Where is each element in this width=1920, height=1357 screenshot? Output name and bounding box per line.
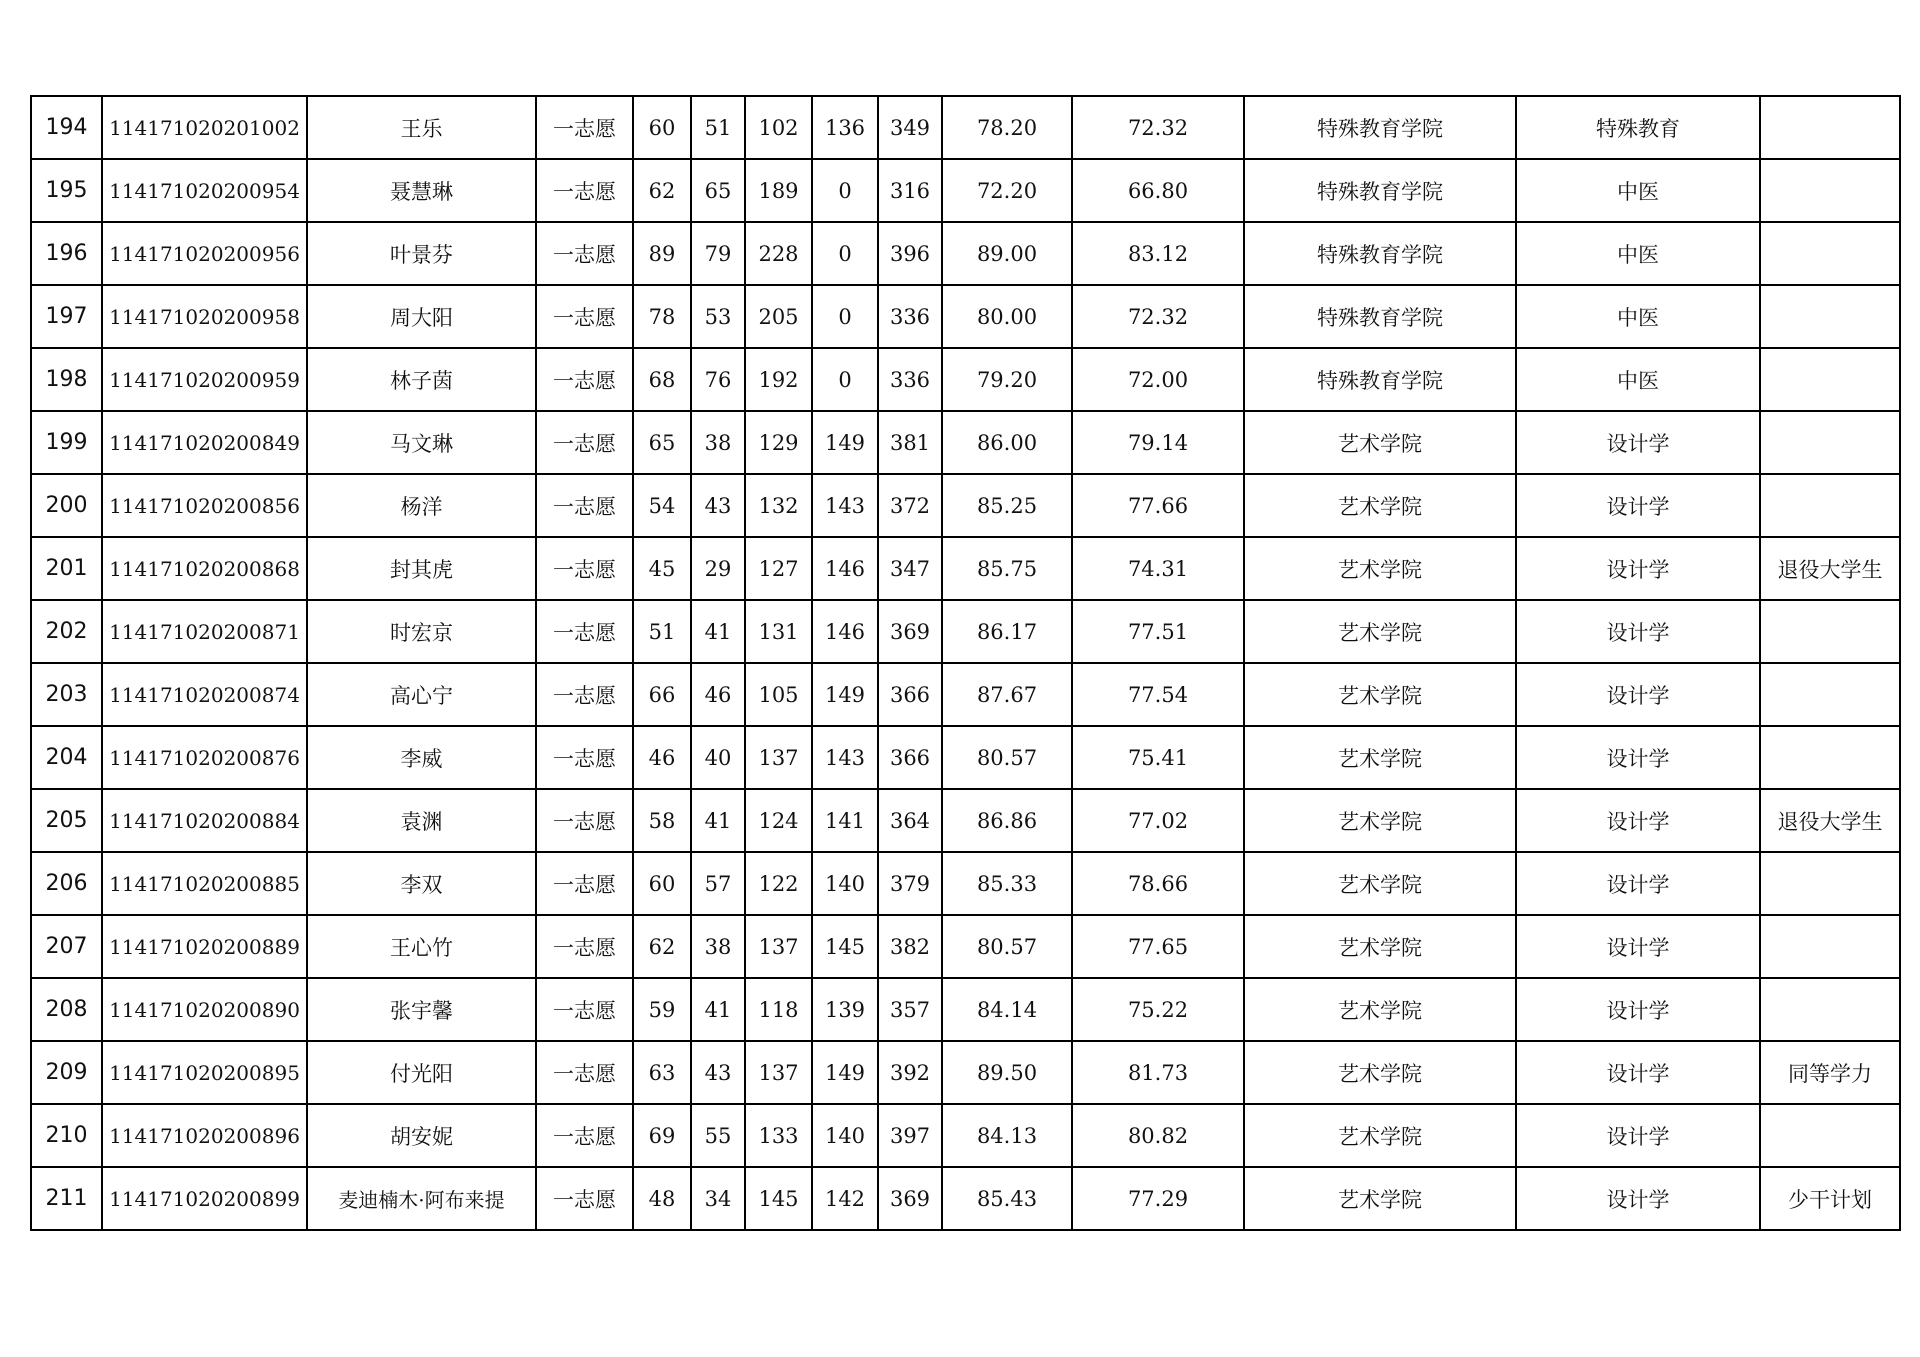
major-cell: 设计学 — [1516, 789, 1760, 852]
score-politics-cell: 48 — [633, 1167, 691, 1230]
score-politics-cell: 59 — [633, 978, 691, 1041]
final-score-cell: 72.32 — [1072, 96, 1244, 159]
major-cell: 中医 — [1516, 222, 1760, 285]
major-cell: 设计学 — [1516, 915, 1760, 978]
candidate-id-cell: 114171020200956 — [102, 222, 307, 285]
volunteer-cell: 一志愿 — [536, 285, 633, 348]
total-score-cell: 347 — [878, 537, 942, 600]
score-politics-cell: 60 — [633, 852, 691, 915]
score-subject-2-cell: 143 — [812, 726, 878, 789]
final-score-cell: 77.51 — [1072, 600, 1244, 663]
note-cell — [1760, 726, 1900, 789]
table-row — [31, 96, 1900, 159]
major-cell: 特殊教育 — [1516, 96, 1760, 159]
score-foreign-language-cell: 38 — [691, 411, 745, 474]
score-subject-2-cell: 136 — [812, 96, 878, 159]
score-foreign-language-cell: 41 — [691, 978, 745, 1041]
score-subject-2-cell: 139 — [812, 978, 878, 1041]
retest-score-cell: 85.25 — [942, 474, 1072, 537]
candidate-id-cell: 114171020200868 — [102, 537, 307, 600]
note-cell: 同等学力 — [1760, 1041, 1900, 1104]
candidate-id-cell: 114171020200959 — [102, 348, 307, 411]
table-row — [31, 474, 1900, 537]
name-cell: 张宇馨 — [307, 978, 536, 1041]
candidate-id-cell: 114171020200884 — [102, 789, 307, 852]
name-cell: 王乐 — [307, 96, 536, 159]
score-foreign-language-cell: 57 — [691, 852, 745, 915]
admission-score-table — [30, 95, 1901, 1231]
name-cell: 叶景芬 — [307, 222, 536, 285]
score-subject-2-cell: 143 — [812, 474, 878, 537]
volunteer-cell: 一志愿 — [536, 663, 633, 726]
serial-number-cell: 200 — [31, 474, 102, 537]
college-cell: 特殊教育学院 — [1244, 285, 1516, 348]
score-subject-2-cell: 0 — [812, 348, 878, 411]
score-politics-cell: 58 — [633, 789, 691, 852]
serial-number-cell: 208 — [31, 978, 102, 1041]
score-subject-1-cell: 105 — [745, 663, 812, 726]
final-score-cell: 74.31 — [1072, 537, 1244, 600]
candidate-id-cell: 114171020200896 — [102, 1104, 307, 1167]
college-cell: 艺术学院 — [1244, 1167, 1516, 1230]
score-subject-1-cell: 189 — [745, 159, 812, 222]
note-cell: 退役大学生 — [1760, 537, 1900, 600]
note-cell — [1760, 915, 1900, 978]
total-score-cell: 357 — [878, 978, 942, 1041]
name-cell: 马文琳 — [307, 411, 536, 474]
score-politics-cell: 51 — [633, 600, 691, 663]
name-cell: 王心竹 — [307, 915, 536, 978]
candidate-id-cell: 114171020200856 — [102, 474, 307, 537]
retest-score-cell: 86.86 — [942, 789, 1072, 852]
score-subject-2-cell: 0 — [812, 222, 878, 285]
serial-number-cell: 211 — [31, 1167, 102, 1230]
name-cell: 聂慧琳 — [307, 159, 536, 222]
score-subject-2-cell: 146 — [812, 600, 878, 663]
score-subject-1-cell: 131 — [745, 600, 812, 663]
total-score-cell: 364 — [878, 789, 942, 852]
score-subject-2-cell: 149 — [812, 1041, 878, 1104]
volunteer-cell: 一志愿 — [536, 537, 633, 600]
score-foreign-language-cell: 38 — [691, 915, 745, 978]
final-score-cell: 72.00 — [1072, 348, 1244, 411]
name-cell: 封其虎 — [307, 537, 536, 600]
retest-score-cell: 84.14 — [942, 978, 1072, 1041]
major-cell: 设计学 — [1516, 978, 1760, 1041]
retest-score-cell: 84.13 — [942, 1104, 1072, 1167]
note-cell — [1760, 663, 1900, 726]
name-cell: 周大阳 — [307, 285, 536, 348]
serial-number-cell: 199 — [31, 411, 102, 474]
table-row — [31, 852, 1900, 915]
score-politics-cell: 78 — [633, 285, 691, 348]
retest-score-cell: 86.00 — [942, 411, 1072, 474]
serial-number-cell: 196 — [31, 222, 102, 285]
volunteer-cell: 一志愿 — [536, 1041, 633, 1104]
major-cell: 中医 — [1516, 285, 1760, 348]
name-cell: 胡安妮 — [307, 1104, 536, 1167]
final-score-cell: 81.73 — [1072, 1041, 1244, 1104]
score-subject-2-cell: 141 — [812, 789, 878, 852]
college-cell: 特殊教育学院 — [1244, 348, 1516, 411]
score-subject-2-cell: 0 — [812, 285, 878, 348]
volunteer-cell: 一志愿 — [536, 1167, 633, 1230]
table-row — [31, 285, 1900, 348]
candidate-id-cell: 114171020200890 — [102, 978, 307, 1041]
score-foreign-language-cell: 34 — [691, 1167, 745, 1230]
total-score-cell: 379 — [878, 852, 942, 915]
candidate-id-cell: 114171020200899 — [102, 1167, 307, 1230]
score-subject-1-cell: 137 — [745, 726, 812, 789]
score-subject-1-cell: 127 — [745, 537, 812, 600]
score-subject-2-cell: 140 — [812, 1104, 878, 1167]
college-cell: 特殊教育学院 — [1244, 96, 1516, 159]
name-cell: 麦迪楠木·阿布来提 — [307, 1167, 536, 1230]
final-score-cell: 80.82 — [1072, 1104, 1244, 1167]
college-cell: 艺术学院 — [1244, 915, 1516, 978]
volunteer-cell: 一志愿 — [536, 726, 633, 789]
total-score-cell: 382 — [878, 915, 942, 978]
table-row — [31, 1104, 1900, 1167]
score-politics-cell: 65 — [633, 411, 691, 474]
volunteer-cell: 一志愿 — [536, 222, 633, 285]
serial-number-cell: 205 — [31, 789, 102, 852]
candidate-id-cell: 114171020200889 — [102, 915, 307, 978]
score-subject-1-cell: 133 — [745, 1104, 812, 1167]
final-score-cell: 77.65 — [1072, 915, 1244, 978]
college-cell: 艺术学院 — [1244, 978, 1516, 1041]
name-cell: 袁渊 — [307, 789, 536, 852]
serial-number-cell: 198 — [31, 348, 102, 411]
name-cell: 杨洋 — [307, 474, 536, 537]
volunteer-cell: 一志愿 — [536, 600, 633, 663]
score-politics-cell: 62 — [633, 159, 691, 222]
score-subject-1-cell: 205 — [745, 285, 812, 348]
candidate-id-cell: 114171020200874 — [102, 663, 307, 726]
volunteer-cell: 一志愿 — [536, 96, 633, 159]
major-cell: 中医 — [1516, 348, 1760, 411]
score-subject-2-cell: 149 — [812, 663, 878, 726]
total-score-cell: 336 — [878, 285, 942, 348]
major-cell: 设计学 — [1516, 1041, 1760, 1104]
score-politics-cell: 69 — [633, 1104, 691, 1167]
college-cell: 特殊教育学院 — [1244, 222, 1516, 285]
score-politics-cell: 68 — [633, 348, 691, 411]
table-row — [31, 726, 1900, 789]
major-cell: 设计学 — [1516, 1104, 1760, 1167]
major-cell: 设计学 — [1516, 600, 1760, 663]
college-cell: 艺术学院 — [1244, 537, 1516, 600]
total-score-cell: 316 — [878, 159, 942, 222]
serial-number-cell: 203 — [31, 663, 102, 726]
major-cell: 设计学 — [1516, 537, 1760, 600]
score-subject-1-cell: 137 — [745, 915, 812, 978]
score-politics-cell: 62 — [633, 915, 691, 978]
score-subject-2-cell: 145 — [812, 915, 878, 978]
score-politics-cell: 46 — [633, 726, 691, 789]
total-score-cell: 372 — [878, 474, 942, 537]
college-cell: 艺术学院 — [1244, 852, 1516, 915]
retest-score-cell: 80.57 — [942, 726, 1072, 789]
total-score-cell: 366 — [878, 726, 942, 789]
retest-score-cell: 80.57 — [942, 915, 1072, 978]
score-subject-1-cell: 124 — [745, 789, 812, 852]
score-subject-1-cell: 137 — [745, 1041, 812, 1104]
name-cell: 李威 — [307, 726, 536, 789]
candidate-id-cell: 114171020200885 — [102, 852, 307, 915]
candidate-id-cell: 114171020200958 — [102, 285, 307, 348]
total-score-cell: 369 — [878, 600, 942, 663]
retest-score-cell: 89.00 — [942, 222, 1072, 285]
score-politics-cell: 89 — [633, 222, 691, 285]
score-foreign-language-cell: 46 — [691, 663, 745, 726]
score-foreign-language-cell: 29 — [691, 537, 745, 600]
score-subject-1-cell: 132 — [745, 474, 812, 537]
total-score-cell: 396 — [878, 222, 942, 285]
final-score-cell: 72.32 — [1072, 285, 1244, 348]
final-score-cell: 79.14 — [1072, 411, 1244, 474]
candidate-id-cell: 114171020201002 — [102, 96, 307, 159]
retest-score-cell: 86.17 — [942, 600, 1072, 663]
score-subject-1-cell: 192 — [745, 348, 812, 411]
score-subject-2-cell: 140 — [812, 852, 878, 915]
retest-score-cell: 89.50 — [942, 1041, 1072, 1104]
candidate-id-cell: 114171020200871 — [102, 600, 307, 663]
score-foreign-language-cell: 76 — [691, 348, 745, 411]
final-score-cell: 77.54 — [1072, 663, 1244, 726]
retest-score-cell: 72.20 — [942, 159, 1072, 222]
table-row — [31, 222, 1900, 285]
score-foreign-language-cell: 65 — [691, 159, 745, 222]
final-score-cell: 78.66 — [1072, 852, 1244, 915]
total-score-cell: 369 — [878, 1167, 942, 1230]
note-cell — [1760, 411, 1900, 474]
candidate-id-cell: 114171020200954 — [102, 159, 307, 222]
note-cell: 退役大学生 — [1760, 789, 1900, 852]
note-cell — [1760, 978, 1900, 1041]
retest-score-cell: 85.43 — [942, 1167, 1072, 1230]
volunteer-cell: 一志愿 — [536, 915, 633, 978]
final-score-cell: 66.80 — [1072, 159, 1244, 222]
score-foreign-language-cell: 79 — [691, 222, 745, 285]
volunteer-cell: 一志愿 — [536, 789, 633, 852]
score-subject-1-cell: 102 — [745, 96, 812, 159]
table-row — [31, 600, 1900, 663]
score-foreign-language-cell: 43 — [691, 1041, 745, 1104]
college-cell: 艺术学院 — [1244, 789, 1516, 852]
final-score-cell: 77.66 — [1072, 474, 1244, 537]
retest-score-cell: 85.75 — [942, 537, 1072, 600]
score-subject-2-cell: 146 — [812, 537, 878, 600]
final-score-cell: 75.22 — [1072, 978, 1244, 1041]
score-foreign-language-cell: 55 — [691, 1104, 745, 1167]
volunteer-cell: 一志愿 — [536, 978, 633, 1041]
volunteer-cell: 一志愿 — [536, 159, 633, 222]
candidate-id-cell: 114171020200895 — [102, 1041, 307, 1104]
score-subject-1-cell: 118 — [745, 978, 812, 1041]
retest-score-cell: 87.67 — [942, 663, 1072, 726]
major-cell: 设计学 — [1516, 474, 1760, 537]
total-score-cell: 349 — [878, 96, 942, 159]
table-row — [31, 537, 1900, 600]
college-cell: 艺术学院 — [1244, 1041, 1516, 1104]
serial-number-cell: 206 — [31, 852, 102, 915]
score-foreign-language-cell: 41 — [691, 789, 745, 852]
note-cell — [1760, 1104, 1900, 1167]
score-foreign-language-cell: 51 — [691, 96, 745, 159]
table-row — [31, 789, 1900, 852]
score-subject-1-cell: 122 — [745, 852, 812, 915]
table-row — [31, 348, 1900, 411]
volunteer-cell: 一志愿 — [536, 411, 633, 474]
table-row — [31, 915, 1900, 978]
volunteer-cell: 一志愿 — [536, 1104, 633, 1167]
note-cell — [1760, 285, 1900, 348]
major-cell: 设计学 — [1516, 411, 1760, 474]
name-cell: 付光阳 — [307, 1041, 536, 1104]
college-cell: 艺术学院 — [1244, 663, 1516, 726]
college-cell: 艺术学院 — [1244, 474, 1516, 537]
note-cell — [1760, 222, 1900, 285]
name-cell: 李双 — [307, 852, 536, 915]
score-foreign-language-cell: 40 — [691, 726, 745, 789]
note-cell — [1760, 159, 1900, 222]
final-score-cell: 83.12 — [1072, 222, 1244, 285]
serial-number-cell: 204 — [31, 726, 102, 789]
candidate-id-cell: 114171020200876 — [102, 726, 307, 789]
note-cell: 少干计划 — [1760, 1167, 1900, 1230]
table-row — [31, 1167, 1900, 1230]
name-cell: 高心宁 — [307, 663, 536, 726]
retest-score-cell: 79.20 — [942, 348, 1072, 411]
serial-number-cell: 209 — [31, 1041, 102, 1104]
retest-score-cell: 78.20 — [942, 96, 1072, 159]
score-subject-1-cell: 228 — [745, 222, 812, 285]
score-subject-1-cell: 145 — [745, 1167, 812, 1230]
major-cell: 设计学 — [1516, 1167, 1760, 1230]
major-cell: 设计学 — [1516, 852, 1760, 915]
final-score-cell: 77.02 — [1072, 789, 1244, 852]
note-cell — [1760, 348, 1900, 411]
volunteer-cell: 一志愿 — [536, 474, 633, 537]
candidate-id-cell: 114171020200849 — [102, 411, 307, 474]
table-row — [31, 1041, 1900, 1104]
total-score-cell: 397 — [878, 1104, 942, 1167]
note-cell — [1760, 96, 1900, 159]
score-subject-2-cell: 149 — [812, 411, 878, 474]
serial-number-cell: 195 — [31, 159, 102, 222]
volunteer-cell: 一志愿 — [536, 348, 633, 411]
note-cell — [1760, 600, 1900, 663]
serial-number-cell: 207 — [31, 915, 102, 978]
score-politics-cell: 45 — [633, 537, 691, 600]
major-cell: 设计学 — [1516, 726, 1760, 789]
score-subject-1-cell: 129 — [745, 411, 812, 474]
score-subject-2-cell: 142 — [812, 1167, 878, 1230]
table-row — [31, 978, 1900, 1041]
retest-score-cell: 85.33 — [942, 852, 1072, 915]
retest-score-cell: 80.00 — [942, 285, 1072, 348]
serial-number-cell: 202 — [31, 600, 102, 663]
score-politics-cell: 63 — [633, 1041, 691, 1104]
note-cell — [1760, 852, 1900, 915]
score-subject-2-cell: 0 — [812, 159, 878, 222]
table-row — [31, 411, 1900, 474]
college-cell: 艺术学院 — [1244, 600, 1516, 663]
serial-number-cell: 194 — [31, 96, 102, 159]
total-score-cell: 336 — [878, 348, 942, 411]
name-cell: 林子茵 — [307, 348, 536, 411]
score-politics-cell: 60 — [633, 96, 691, 159]
score-foreign-language-cell: 41 — [691, 600, 745, 663]
serial-number-cell: 210 — [31, 1104, 102, 1167]
note-cell — [1760, 474, 1900, 537]
total-score-cell: 381 — [878, 411, 942, 474]
college-cell: 艺术学院 — [1244, 411, 1516, 474]
serial-number-cell: 201 — [31, 537, 102, 600]
total-score-cell: 392 — [878, 1041, 942, 1104]
score-politics-cell: 54 — [633, 474, 691, 537]
total-score-cell: 366 — [878, 663, 942, 726]
table-row — [31, 159, 1900, 222]
final-score-cell: 75.41 — [1072, 726, 1244, 789]
college-cell: 艺术学院 — [1244, 1104, 1516, 1167]
score-foreign-language-cell: 43 — [691, 474, 745, 537]
final-score-cell: 77.29 — [1072, 1167, 1244, 1230]
major-cell: 设计学 — [1516, 663, 1760, 726]
college-cell: 特殊教育学院 — [1244, 159, 1516, 222]
score-foreign-language-cell: 53 — [691, 285, 745, 348]
name-cell: 时宏京 — [307, 600, 536, 663]
college-cell: 艺术学院 — [1244, 726, 1516, 789]
serial-number-cell: 197 — [31, 285, 102, 348]
volunteer-cell: 一志愿 — [536, 852, 633, 915]
table-row — [31, 663, 1900, 726]
score-politics-cell: 66 — [633, 663, 691, 726]
major-cell: 中医 — [1516, 159, 1760, 222]
